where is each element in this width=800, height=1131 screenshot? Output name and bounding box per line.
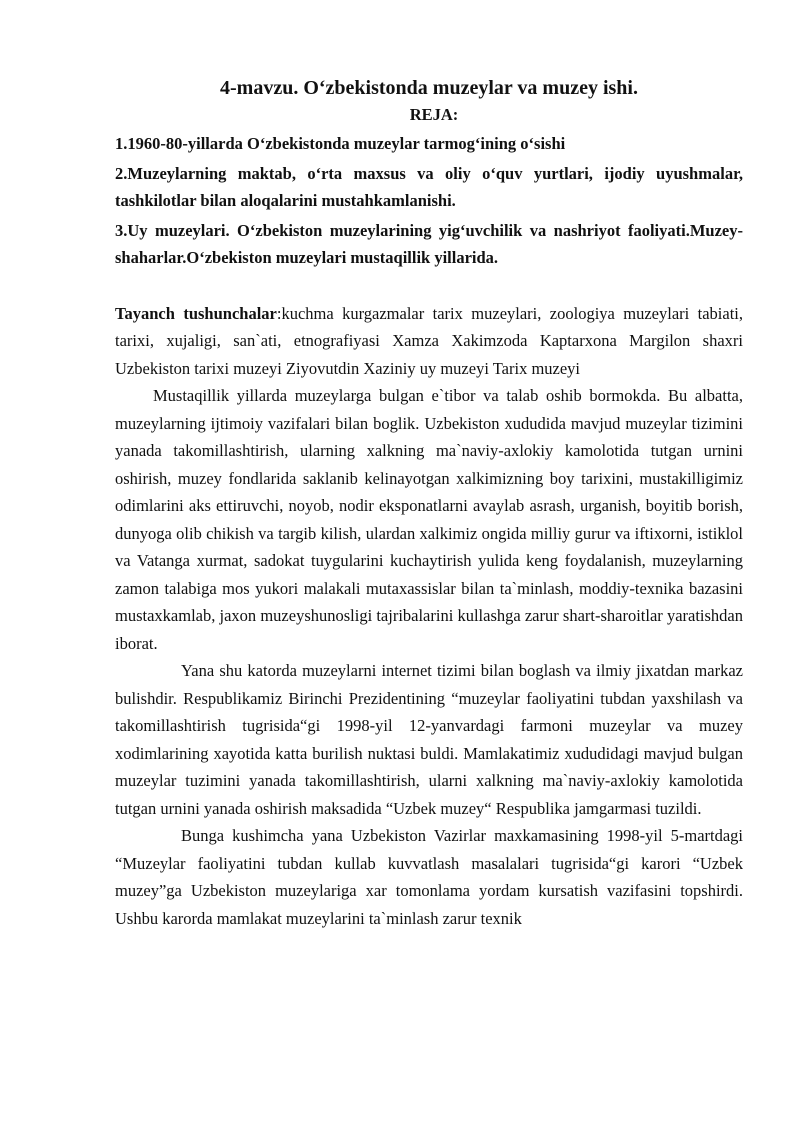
plan-item-3: 3.Uy muzeylari. O‘zbekiston muzeylarining yig‘uvchilik va nashriyot faoliyati.Muzey-shaharlar.O‘zbekiston muzeylari mustaqillik yillarida. — [115, 220, 743, 267]
plan-heading: REJA: — [409, 105, 459, 124]
plan-item-1: 1.1960-80-yillarda O‘zbekistonda muzeylar tarmog‘ining o‘sishi — [115, 134, 566, 153]
paragraph-1: Mustaqillik yillarda muzeylarga bulgan e`tibor va talab oshib bormokda. Bu albatta, muzeylarning ijtimoiy vazifalari bilan boglik. Uzbekiston xududida mavjud muzeylar tizimini yanada takomillashtirish, ularning xalkning ma`naviy-axlokiy kamolotida tutgan urnini oshirish, muzey fondlarida saklanib kelinayotgan xalkimizning boy tarixini, mustakilligimiz odimlarini aks ettiruvchi, noyob, nodir eksponatlarni avaylab asrash, urganish, boyitib borish, dunyoga olib chikish va targib kilish, ulardan xalkimiz ongida milliy gurur va iftixorni, istiklol va Vatanga xurmat, sadokat tuygularini kuchaytirish yulida keng foydalanish, muzeylarning zamon talabiga mos yukori malakali mutaxassislar bilan ta`minlash, moddiy-texnika bazasini mustaxkamlab, jaxon muzeyshunosligi tajribalarini kullashga zarur shart-sharoitlar yaratishdan iborat. — [115, 386, 743, 653]
plan-list — [115, 130, 743, 272]
paragraph-3: Bunga kushimcha yana Uzbekiston Vazirlar maxkamasining 1998-yil 5-martdagi “Muzeylar faoliyatini tubdan kullab kuvvatlash masalalari tugrisida“gi karori “Uzbek muzey”ga Uzbekiston muzeylariga xar tomonlama yordam kursatish vazifasini topshirdi. Ushbu karorda mamlakat muzeylarini ta`minlash zarur texnik — [115, 826, 743, 928]
key-terms-text: :kuchma kurgazmalar tarix muzeylari, zoologiya muzeylari tabiati, tarixi, xujaligi, san`ati, etnografiyasi Xamza Xakimzoda Kaptarxona Margilon shaxri Uzbekiston tarixi muzeyi Ziyovutdin Xaziniy uy muzeyi Tarix muzeyi — [115, 303, 743, 378]
paragraph-2: Yana shu katorda muzeylarni internet tizimi bilan boglash va ilmiy jixatdan markaz bulishdir. Respublikamiz Birinchi Prezidentining “muzeylar faoliyatini tubdan yaxshilash va takomillashtirish tugrisida“gi 1998-yil 12-yanvardagi farmoni muzeylar va muzey xodimlarining xayotida katta burilish nuktasi buldi. Mamlakatimiz xududidagi mavjud bulgan muzeylar tuzimini yanada takomillashtirish, ularni xalkning ma`naviy-axlokiy kamolotida tutgan urnini yanada oshirish maksadida “Uzbek muzey“ Respublika jamgarmasi tuzildi. — [115, 661, 743, 818]
key-terms-label: Tayanch tushunchalar — [115, 303, 277, 323]
spacer — [115, 274, 743, 300]
plan-item-2: 2.Muzeylarning maktab, o‘rta maxsus va oliy o‘quv yurtlari, ijodiy uyushmalar, tashkilotlar bilan aloqalarini mustahkamlanishi. — [115, 163, 743, 210]
document-title: 4-mavzu. O‘zbekistonda muzeylar va muzey ishi. — [220, 77, 638, 99]
document-page — [115, 72, 743, 932]
document-body — [115, 300, 743, 933]
key-terms-paragraph — [115, 300, 743, 383]
